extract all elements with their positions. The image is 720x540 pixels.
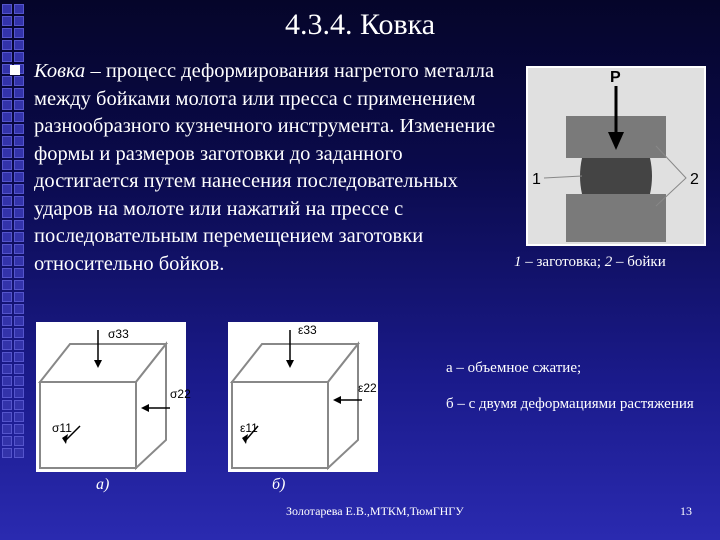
grid-square [14, 100, 24, 110]
bullet-square-icon [10, 65, 20, 75]
grid-square [14, 112, 24, 122]
grid-square [14, 256, 24, 266]
grid-square [14, 352, 24, 362]
stress-cube-a-svg [36, 322, 191, 472]
eps33-label: ε33 [298, 323, 317, 337]
grid-square [2, 268, 12, 278]
grid-square [2, 424, 12, 434]
grid-square [2, 280, 12, 290]
slide-title: 4.3.4. Ковка [284, 8, 436, 41]
grid-square [2, 292, 12, 302]
grid-square [2, 256, 12, 266]
grid-square [14, 232, 24, 242]
cube-a-label: а) [96, 476, 110, 493]
grid-square [14, 160, 24, 170]
grid-square [14, 424, 24, 434]
grid-square [14, 280, 24, 290]
lower-die [566, 194, 666, 242]
page-number: 13 [680, 504, 692, 518]
grid-square [14, 304, 24, 314]
grid-square [14, 220, 24, 230]
grid-square [14, 184, 24, 194]
workpiece [580, 158, 652, 194]
grid-square [14, 328, 24, 338]
grid-square [14, 136, 24, 146]
strain-cube-b-svg [228, 322, 378, 472]
strain-cube-b [228, 322, 378, 472]
grid-square [14, 52, 24, 62]
grid-square [14, 340, 24, 350]
grid-square [2, 184, 12, 194]
definition-paragraph [34, 58, 512, 278]
grid-square [14, 400, 24, 410]
grid-square [14, 436, 24, 446]
grid-square [14, 196, 24, 206]
grid-square [2, 448, 12, 458]
caption-num-2: 2 [604, 254, 613, 270]
eps11-label: ε11 [240, 421, 258, 435]
force-label: P [610, 69, 621, 86]
grid-square [2, 364, 12, 374]
grid-square [14, 172, 24, 182]
grid-square [14, 76, 24, 86]
grid-square [2, 100, 12, 110]
grid-square [2, 172, 12, 182]
cube-b-label: б) [272, 476, 286, 493]
grid-square [2, 112, 12, 122]
grid-square [14, 316, 24, 326]
eps22-label: ε22 [358, 381, 377, 395]
grid-square [14, 292, 24, 302]
grid-square [2, 340, 12, 350]
grid-square [2, 304, 12, 314]
grid-square [14, 412, 24, 422]
label-2: 2 [690, 171, 699, 188]
forging-diagram-svg [526, 66, 706, 246]
grid-square [14, 376, 24, 386]
grid-square [14, 88, 24, 98]
grid-square [14, 388, 24, 398]
grid-square [14, 124, 24, 134]
sigma22-label: σ22 [170, 387, 191, 401]
caption-num-1: 1 [514, 254, 522, 270]
grid-square [2, 76, 12, 86]
caption-volumetric-compression: а – объемное сжатие; [446, 360, 582, 376]
grid-square [14, 148, 24, 158]
grid-square [2, 220, 12, 230]
footer-author: Золотарева Е.В.,МТКМ,ТюмГНГУ [286, 504, 464, 518]
forging-diagram-caption [514, 254, 714, 271]
paragraph-text: – процесс деформирования нагретого металла между бойками молота или пресса с применением разнообразного кузнечного инструмента. Изменение формы и размеров заготовки до заданного достигается путем нанесения последовательных ударов на молоте или нажатий на прессе с последовательным перемещением заготовки относительно бойков. [34, 60, 496, 275]
grid-square [2, 388, 12, 398]
caption-text-2: – бойки [612, 254, 666, 270]
grid-square [2, 376, 12, 386]
grid-square [14, 268, 24, 278]
paragraph-term: Ковка [34, 60, 86, 82]
stress-cube-a [36, 322, 191, 472]
caption-two-tension-strains: б – с двумя деформациями растяжения [446, 396, 694, 412]
grid-square [2, 196, 12, 206]
grid-square [2, 124, 12, 134]
grid-square [2, 244, 12, 254]
grid-square [14, 208, 24, 218]
grid-square [2, 148, 12, 158]
caption-text-1: – заготовка; [521, 254, 605, 270]
grid-square [2, 352, 12, 362]
grid-square [2, 328, 12, 338]
grid-square [14, 244, 24, 254]
grid-square [2, 436, 12, 446]
grid-square [14, 364, 24, 374]
grid-square [14, 448, 24, 458]
sigma11-label: σ11 [52, 421, 72, 435]
grid-square [2, 208, 12, 218]
grid-square [2, 232, 12, 242]
grid-square [2, 400, 12, 410]
grid-square [2, 412, 12, 422]
grid-square [2, 88, 12, 98]
grid-square [2, 136, 12, 146]
label-1: 1 [532, 171, 541, 188]
sigma33-label: σ33 [108, 327, 129, 341]
grid-square [2, 52, 12, 62]
grid-square [2, 316, 12, 326]
forging-diagram [526, 66, 706, 246]
grid-square [2, 160, 12, 170]
